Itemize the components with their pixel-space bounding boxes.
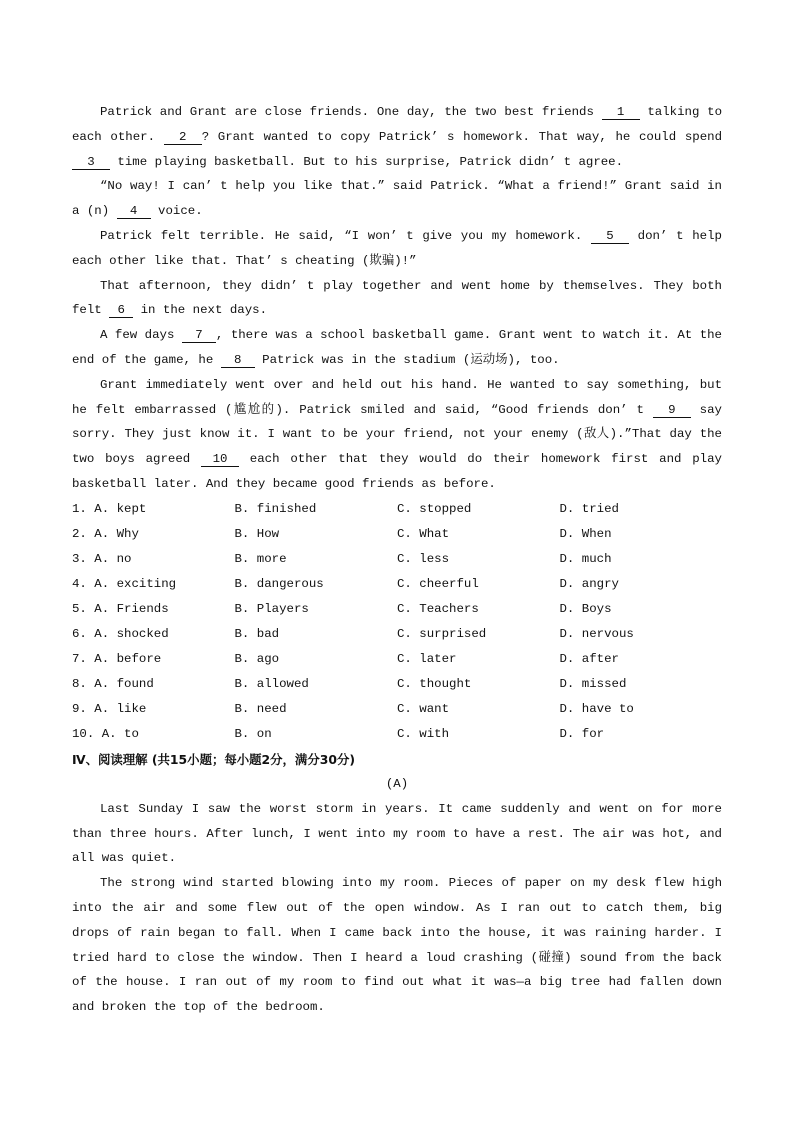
blank-10: 10 <box>201 452 239 467</box>
text: Patrick felt terrible. He said, “I won’ t give you my homework. <box>100 228 591 243</box>
passage-label: (A) <box>385 776 409 791</box>
blank-9: 9 <box>653 403 691 418</box>
option: C. stopped <box>397 501 472 516</box>
text: in the next days. <box>133 303 268 318</box>
text: voice. <box>150 204 203 219</box>
blank-7: 7 <box>182 328 216 343</box>
option-row <box>72 597 722 622</box>
option-row <box>72 547 722 572</box>
answer-options <box>72 497 722 747</box>
document-page <box>72 100 722 1020</box>
text: ? Grant wanted to copy Patrick’ s homework. That way, he could spend <box>201 129 722 144</box>
text: Grant immediately went over and held out his hand. He wanted to say something, but he felt embarrassed (尴尬的). Patrick smiled and said, “Good friends don’ t <box>72 377 722 417</box>
text: Patrick and Grant are close friends. One day, the two best friends <box>100 105 602 119</box>
option: C. surprised <box>397 626 487 641</box>
option: C. Teachers <box>397 601 479 616</box>
text: , there was a school basketball game. Grant went to watch it. At the end of the game, he <box>72 328 722 367</box>
option: 6. A. shocked <box>72 626 169 641</box>
option: D. have to <box>559 701 634 716</box>
cloze-paragraph-6 <box>72 373 722 497</box>
option: B. allowed <box>234 676 309 691</box>
option: B. finished <box>234 501 317 516</box>
cloze-paragraph-3 <box>72 224 722 274</box>
option: D. nervous <box>559 626 634 641</box>
blank-6: 6 <box>109 303 133 318</box>
option: B. bad <box>234 626 280 641</box>
option: B. more <box>234 551 287 566</box>
option: 1. A. kept <box>72 501 147 516</box>
reading-paragraph-1: Last Sunday I saw the worst storm in years. It came suddenly and went on for more than three hours. After lunch, I went into my room to have a rest. The air was hot, and all was quiet. <box>72 801 722 866</box>
option: C. later <box>397 651 457 666</box>
option: B. need <box>234 701 287 716</box>
option: 7. A. before <box>72 651 162 666</box>
option-row <box>72 672 722 697</box>
text: That afternoon, they didn’ t play together and went home by themselves. They both felt <box>72 278 722 318</box>
option: 2. A. Why <box>72 526 139 541</box>
option: D. for <box>559 726 605 741</box>
blank-4: 4 <box>117 204 151 219</box>
text: “No way! I can’ t help you like that.” said Patrick. “What a friend!” Grant said in a (n) <box>72 179 722 219</box>
option: C. want <box>397 701 450 716</box>
option: D. When <box>559 526 612 541</box>
text: Patrick was in the stadium (运动场), too. <box>254 352 560 367</box>
text: don’ t help each other like that. That’ s cheating (欺骗)!” <box>72 228 722 268</box>
option: C. What <box>397 526 450 541</box>
option: B. dangerous <box>234 576 324 591</box>
option-row <box>72 647 722 672</box>
text: each other that they would do their homework first and play basketball later. And they became good friends as before. <box>72 452 722 491</box>
option: C. cheerful <box>397 576 479 591</box>
option: D. much <box>559 551 612 566</box>
option: D. missed <box>559 676 627 691</box>
option: 3. A. no <box>72 551 132 566</box>
option: D. after <box>559 651 619 666</box>
option: C. thought <box>397 676 472 691</box>
section-title: Ⅳ、阅读理解 (共15小题；每小题2分，满分30分) <box>72 751 355 767</box>
option: 10. A. to <box>72 726 139 741</box>
option-row <box>72 722 722 747</box>
reading-paragraph-2: The strong wind started blowing into my room. Pieces of paper on my desk flew high into the air and some flew out of the open window. As I ran out to catch them, big drops of rain began to fall. When I came back into the house, it was raining harder. I tried hard to close the window. Then I heard a loud crashing (碰撞) sound from the back of the house. I ran out of my room to find out what it was—a big tree had fallen down and broken the top of the bedroom. <box>72 876 722 1015</box>
option-row <box>72 572 722 597</box>
option-row <box>72 697 722 722</box>
option: C. with <box>397 726 450 741</box>
option: 8. A. found <box>72 676 154 691</box>
cloze-paragraph-2 <box>72 174 722 224</box>
text: say sorry. They just know it. I want to be your friend, not your enemy (敌人).”That day the two boys agreed <box>72 402 722 467</box>
option: D. angry <box>559 576 619 591</box>
option: B. ago <box>234 651 280 666</box>
cloze-paragraph-1 <box>72 100 722 174</box>
option: 9. A. like <box>72 701 147 716</box>
blank-8: 8 <box>221 353 255 368</box>
text: time playing basketball. But to his surprise, Patrick didn’ t agree. <box>110 154 624 169</box>
text: talking to each other. <box>72 105 723 144</box>
text: A few days <box>100 328 182 343</box>
option: C. less <box>397 551 450 566</box>
blank-5: 5 <box>591 229 629 244</box>
cloze-paragraph-4 <box>72 274 722 324</box>
option: B. How <box>234 526 280 541</box>
option-row <box>72 622 722 647</box>
option: B. on <box>234 726 272 741</box>
option-row <box>72 522 722 547</box>
option: D. tried <box>559 501 619 516</box>
option: 4. A. exciting <box>72 576 177 591</box>
option-row <box>72 497 722 522</box>
blank-2: 2 <box>164 130 202 145</box>
blank-1: 1 <box>602 105 640 120</box>
blank-3: 3 <box>72 155 110 170</box>
option: B. Players <box>234 601 309 616</box>
option: 5. A. Friends <box>72 601 169 616</box>
option: D. Boys <box>559 601 612 616</box>
cloze-paragraph-5 <box>72 323 722 373</box>
